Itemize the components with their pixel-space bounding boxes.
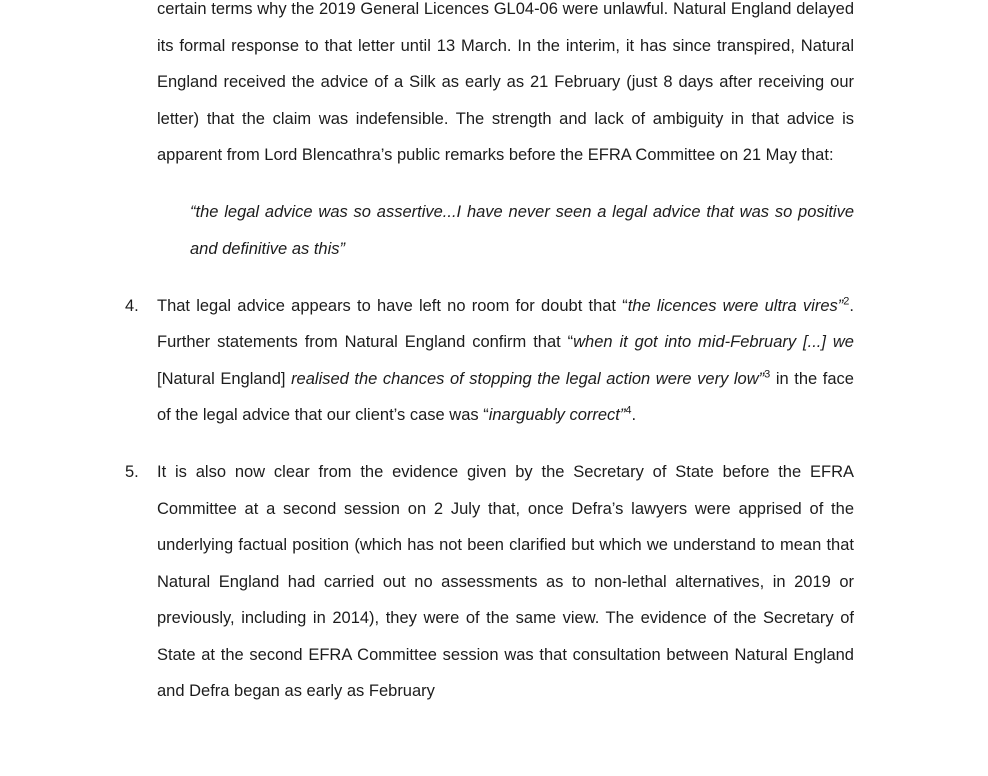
paragraph-continuation: certain terms why the 2019 General Licences GL04-06 were unlawful. Natural England delayed its formal response to that letter until 13 March. In the interim, it has since transpired, Natural England received the advice of a Silk as early as 21 February (just 8 days after receiving our letter) that the claim was indefensible. The strength and lack of ambiguity in that advice is apparent from Lord Blencathra’s public remarks before the EFRA Committee on 21 May that: <box>157 0 854 164</box>
document-content <box>125 0 854 730</box>
list-number-5: 5. <box>125 463 139 481</box>
paragraph-4-text: That legal advice appears to have left no room for doubt that “the licences were ultra vires”$^2$. Further statements from Natural England confirm that “when it got into mid-February [...] we [Natural England] realised the chances of stopping the legal action were very low”$^3$ in the face of the legal advice that our client’s case was “inarguably correct”$^4$. <box>157 295 854 424</box>
list-number-4: 4. <box>125 296 139 315</box>
numbered-paragraph-5 <box>125 454 854 710</box>
block-quote: “the legal advice was so assertive...I have never seen a legal advice that was so positive and definitive as this” <box>190 203 854 258</box>
paragraph-5-text: It is also now clear from the evidence given by the Secretary of State before the EFRA Committee at a second session on 2 July that, once Defra’s lawyers were apprised of the underlying factual position (which has not been clarified but which we understand to mean that Natural England had carried out no assessments as to non-lethal alternatives, in 2019 or previously, including in 2014), they were of the same view. The evidence of the Secretary of State at the second EFRA Committee session was that consultation between Natural England and Defra began as early as February <box>157 463 854 700</box>
numbered-paragraph-4 <box>125 288 854 434</box>
